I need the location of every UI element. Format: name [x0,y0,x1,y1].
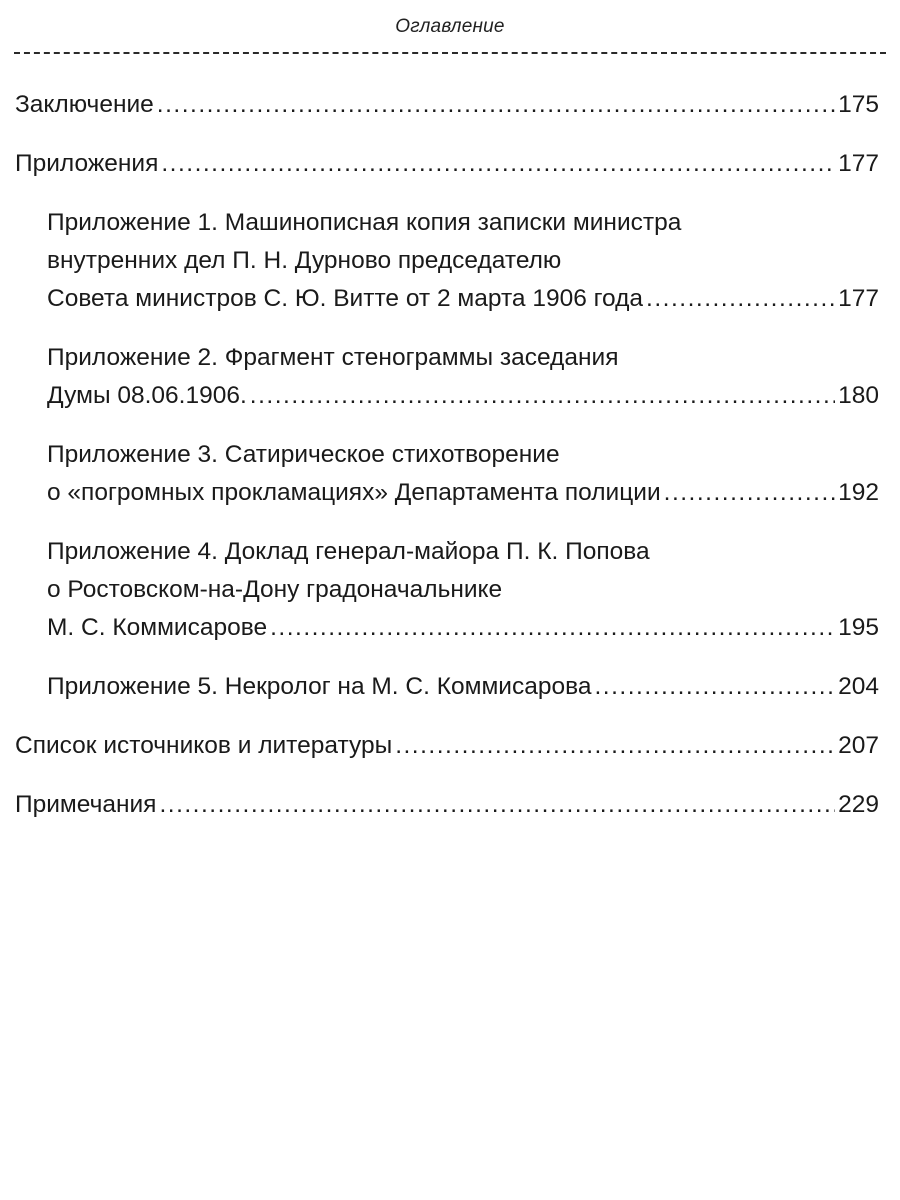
toc-entry-last-line [15,145,879,183]
toc-entry-title-line: внутренних дел П. Н. Дурново председателю [47,247,562,274]
toc-entry-last-line [47,609,879,647]
toc-page-number: 180 [838,382,879,409]
toc-page-number: 177 [838,285,879,312]
running-head-title: Оглавление [395,16,505,37]
toc-entry-title-line: Приложение 5. Некролог на М. С. Коммисарова [47,673,592,700]
dot-leader [664,474,835,512]
toc-entry-title: Примечания [15,791,157,818]
header-dashed-divider [14,52,886,54]
toc-entry-title-line: Приложение 2. Фрагмент стенограммы заседания [47,344,619,371]
toc-page-number: 204 [838,673,879,700]
toc-entry-title-line: Приложение 1. Машинописная копия записки министра [47,209,682,236]
toc-entry-appendices[interactable] [15,145,879,183]
toc-entry-title-line: Совета министров С. Ю. Витте от 2 марта 1906 года [47,285,644,312]
toc-entry-notes[interactable] [15,786,879,824]
toc-entry-conclusion[interactable] [15,86,879,124]
toc-entry-sources-and-literature[interactable] [15,727,879,765]
toc-entry-appendix-2[interactable] [15,339,879,415]
toc-entry-title-line: М. С. Коммисарове [47,614,268,641]
toc-page-number: 192 [838,479,879,506]
dot-leader [646,280,835,318]
toc-entry-title: Список источников и литературы [15,732,393,759]
toc-entry-title: Заключение [15,91,154,118]
dot-leader [157,86,835,124]
toc-entry-title-line: о Ростовском-на-Дону градоначальнике [47,576,503,603]
toc-entry-appendix-1[interactable] [15,204,879,318]
toc-entry-title-line: Приложение 3. Сатирическое стихотворение [47,441,560,468]
toc-page-number: 207 [838,732,879,759]
toc-page-number: 195 [838,614,879,641]
toc-entry-title-line: Думы 08.06.1906. [47,382,247,409]
toc-entry-last-line [47,474,879,512]
toc-page-number: 229 [838,791,879,818]
toc-entry-last-line [47,377,879,415]
toc-entry-last-line [15,727,879,765]
dot-leader [250,377,835,415]
toc-entry-title-line: Приложение 4. Доклад генерал-майора П. К. Попова [47,538,650,565]
dot-leader [395,727,835,765]
dot-leader [161,145,835,183]
dot-leader [595,668,836,706]
dot-leader [159,786,835,824]
table-of-contents [15,86,879,845]
toc-entry-last-line [15,86,879,124]
toc-entry-appendix-3[interactable] [15,436,879,512]
toc-entry-title-line: о «погромных прокламациях» Департамента полиции [47,479,661,506]
toc-page-number: 175 [838,91,879,118]
toc-page-number: 177 [838,150,879,177]
toc-entry-last-line [15,786,879,824]
toc-entry-last-line [47,280,879,318]
dot-leader [270,609,835,647]
toc-entry-title: Приложения [15,150,159,177]
toc-entry-appendix-5[interactable] [15,668,879,706]
toc-entry-last-line [47,668,879,706]
toc-entry-appendix-4[interactable] [15,533,879,647]
